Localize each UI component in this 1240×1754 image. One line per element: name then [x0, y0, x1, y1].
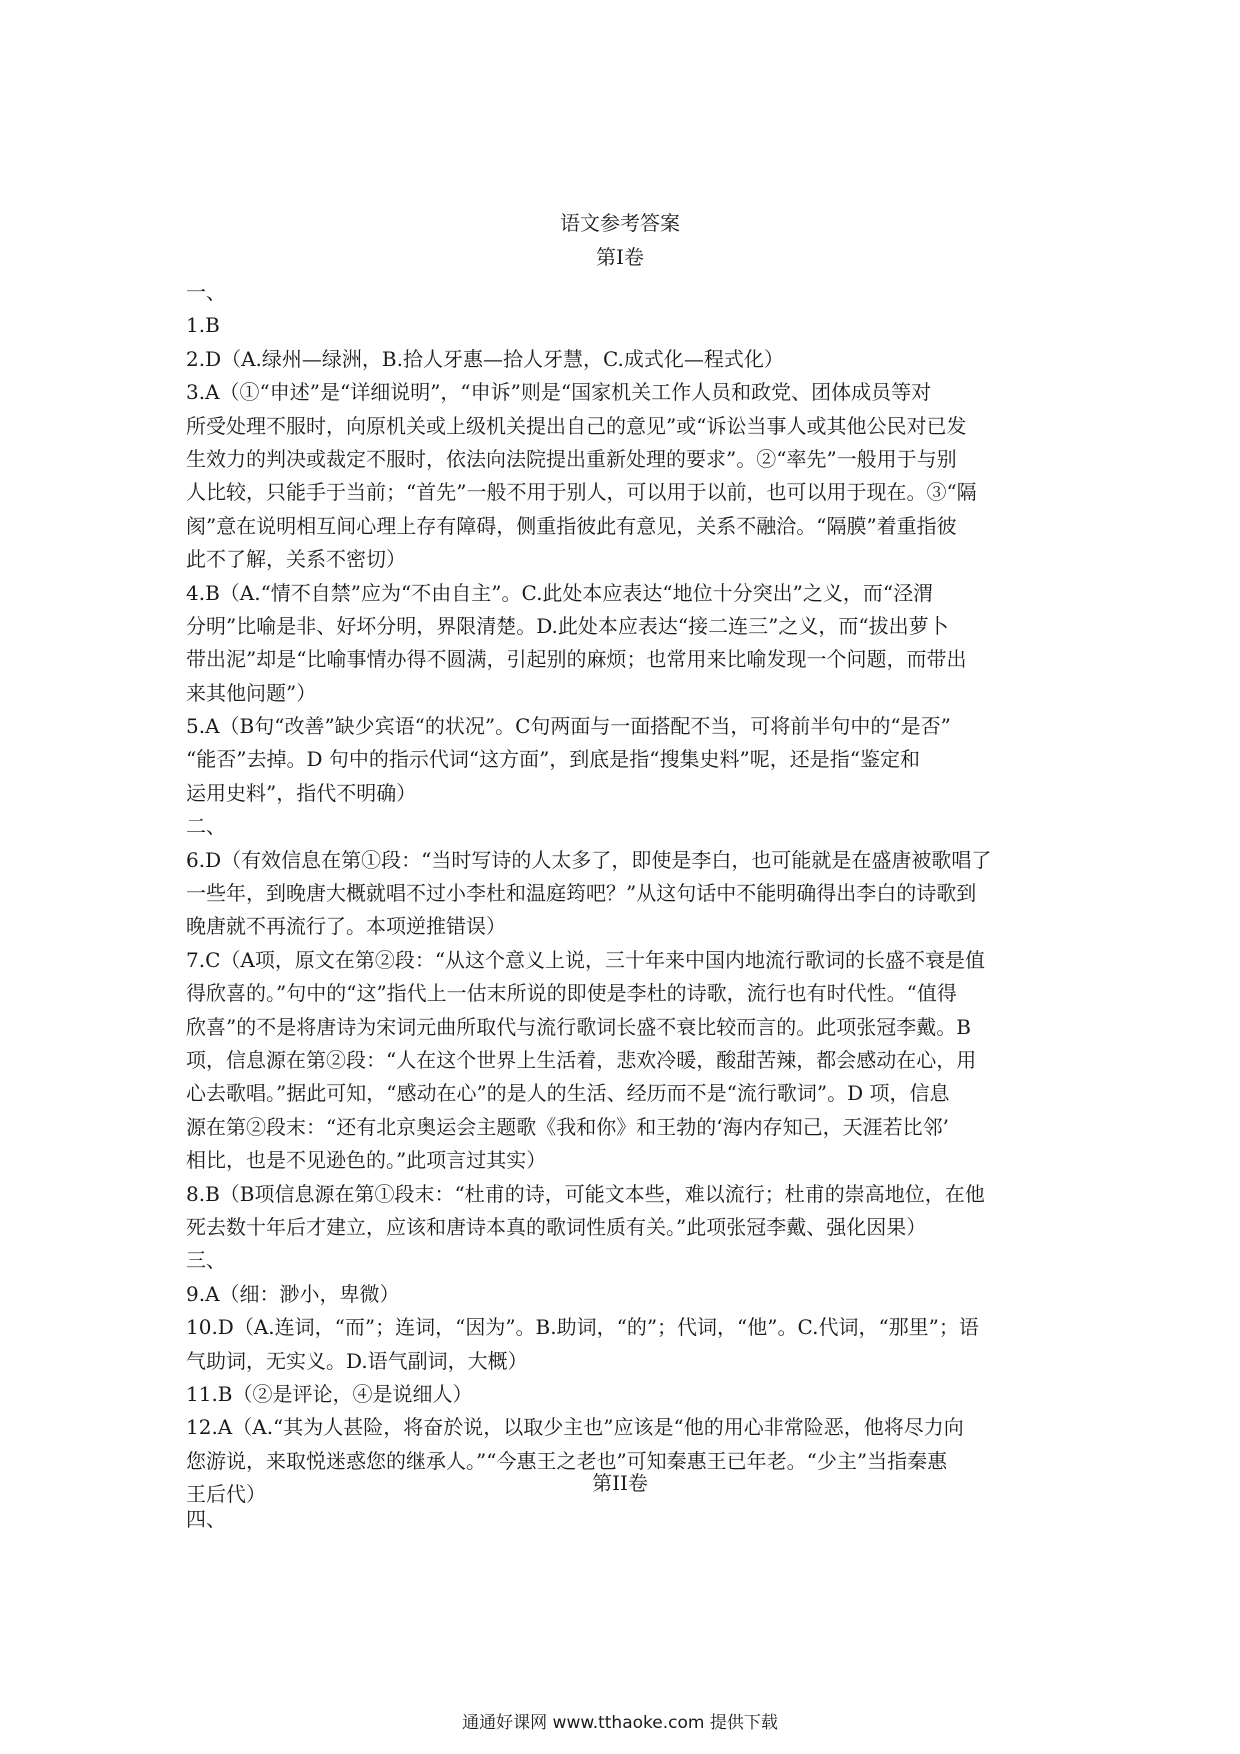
answer-line: 分明”比喻是非、好坏分明，界限清楚。D.此处本应表达“接二连三”之义，而“拔出萝卜: [186, 613, 949, 638]
answer-line: 生效力的判决或裁定不服时，依法向法院提出重新处理的要求”。②“率先”一般用于与别: [186, 446, 957, 471]
answer-line: 二、: [186, 814, 226, 839]
answer-line: 4.B（A.“情不自禁”应为“不由自主”。C.此处本应表达“地位十分突出”之义，而“泾渭: [186, 580, 934, 605]
answer-line: 11.B（②是评论，④是说细人）: [186, 1381, 473, 1406]
answer-line: 相比，也是不见逊色的。”此项言过其实）: [186, 1148, 547, 1173]
answer-line: 7.C（A项，原文在第②段：“从这个意义上说，三十年来中国内地流行歌词的长盛不衰是值: [186, 947, 986, 972]
section-4-marker: 四、: [186, 1507, 226, 1531]
answer-line: 源在第②段末：“还有北京奥运会主题歌《我和你》和王勃的‘海内存知己，天涯若比邻’: [186, 1114, 949, 1139]
answer-line: 您游说，来取悦迷惑您的继承人。”“今惠王之老也”可知秦惠王已年老。“少主”当指秦惠: [186, 1448, 948, 1473]
answer-line: 三、: [186, 1248, 226, 1273]
answer-line: 12.A（A.“其为人甚险，将奋於说，以取少主也”应该是“他的用心非常险恶，他将尽力向: [186, 1415, 964, 1440]
answer-line: 5.A（B句“改善”缺少宾语“的状况”。C句两面与一面搭配不当，可将前半句中的“是否”: [186, 714, 951, 739]
answer-line: 阂”意在说明相互间心理上存有障碍，侧重指彼此有意见，关系不融洽。“隔膜”着重指彼: [186, 513, 957, 538]
answer-line: 人比较，只能手于当前；“首先”一般不用于别人，可以用于以前，也可以用于现在。③“隔: [186, 480, 977, 505]
answer-line: 晚唐就不再流行了。本项逆推错误）: [186, 914, 506, 939]
answer-line: 得欣喜的。”句中的“这”指代上一估末所说的即使是李杜的诗歌，流行也有时代性。“值得: [186, 981, 957, 1006]
document-title: 语文参考答案: [560, 211, 680, 235]
answer-line: 3.A（①“申述”是“详细说明”，“申诉”则是“国家机关工作人员和政党、团体成员等对: [186, 380, 932, 405]
answer-line: 来其他问题”）: [186, 680, 317, 705]
answer-line: 欣喜”的不是将唐诗为宋词元曲所取代与流行歌词长盛不衰比较而言的。此项张冠李戴。B: [186, 1014, 971, 1039]
answer-line: 心去歌唱。”据此可知，“感动在心”的是人的生活、经历而不是“流行歌词”。D 项，信息: [186, 1081, 950, 1106]
answer-content: [186, 276, 1054, 1511]
answer-line: “能否”去掉。D 句中的指示代词“这方面”，到底是指“搜集史料”呢，还是指“鉴定和: [186, 747, 920, 772]
volume-2-title: 第II卷: [592, 1471, 648, 1495]
answer-line: 此不了解，关系不密切）: [186, 547, 406, 572]
footer-text: 通通好课网 www.tthaoke.com 提供下载: [462, 1713, 778, 1733]
answer-line: 气助词，无实义。D.语气副词，大概）: [186, 1348, 528, 1373]
answer-line: 死去数十年后才建立，应该和唐诗本真的歌词性质有关。”此项张冠李戴、强化因果）: [186, 1214, 927, 1239]
answer-line: 运用史料”，指代不明确）: [186, 780, 417, 805]
answer-line: 所受处理不服时，向原机关或上级机关提出自己的意见”或“诉讼当事人或其他公民对已发: [186, 413, 967, 438]
answer-line: 项，信息源在第②段：“人在这个世界上生活着，悲欢冷暖，酸甜苦辣，都会感动在心，用: [186, 1047, 977, 1072]
volume-1-title: 第Ⅰ卷: [596, 245, 644, 269]
answer-line: 2.D（A.绿州—绿洲，B.拾人牙惠—拾人牙慧，C.成式化—程式化）: [186, 346, 784, 371]
answer-line: 1.B: [186, 313, 220, 338]
answer-line: 8.B（B项信息源在第①段末：“杜甫的诗，可能文本些，难以流行；杜甫的崇高地位，在他: [186, 1181, 985, 1206]
answer-line: 9.A（细：渺小，卑微）: [186, 1281, 400, 1306]
answer-line: 10.D（A.连词，“而”；连词，“因为”。B.助词，“的”；代词，“他”。C.代词，“那里”；语: [186, 1315, 979, 1340]
answer-line: 带出泥”却是“比喻事情办得不圆满，引起别的麻烦；也常用来比喻发现一个问题，而带出: [186, 647, 967, 672]
answer-line: 一、: [186, 280, 226, 304]
answer-line: 6.D（有效信息在第①段：“当时写诗的人太多了，即使是李白，也可能就是在盛唐被歌唱了: [186, 847, 992, 872]
answer-line: 王后代）: [186, 1482, 266, 1507]
answer-line: 一些年，到晚唐大概就唱不过小李杜和温庭筠吧？”从这句话中不能明确得出李白的诗歌到: [186, 881, 977, 906]
